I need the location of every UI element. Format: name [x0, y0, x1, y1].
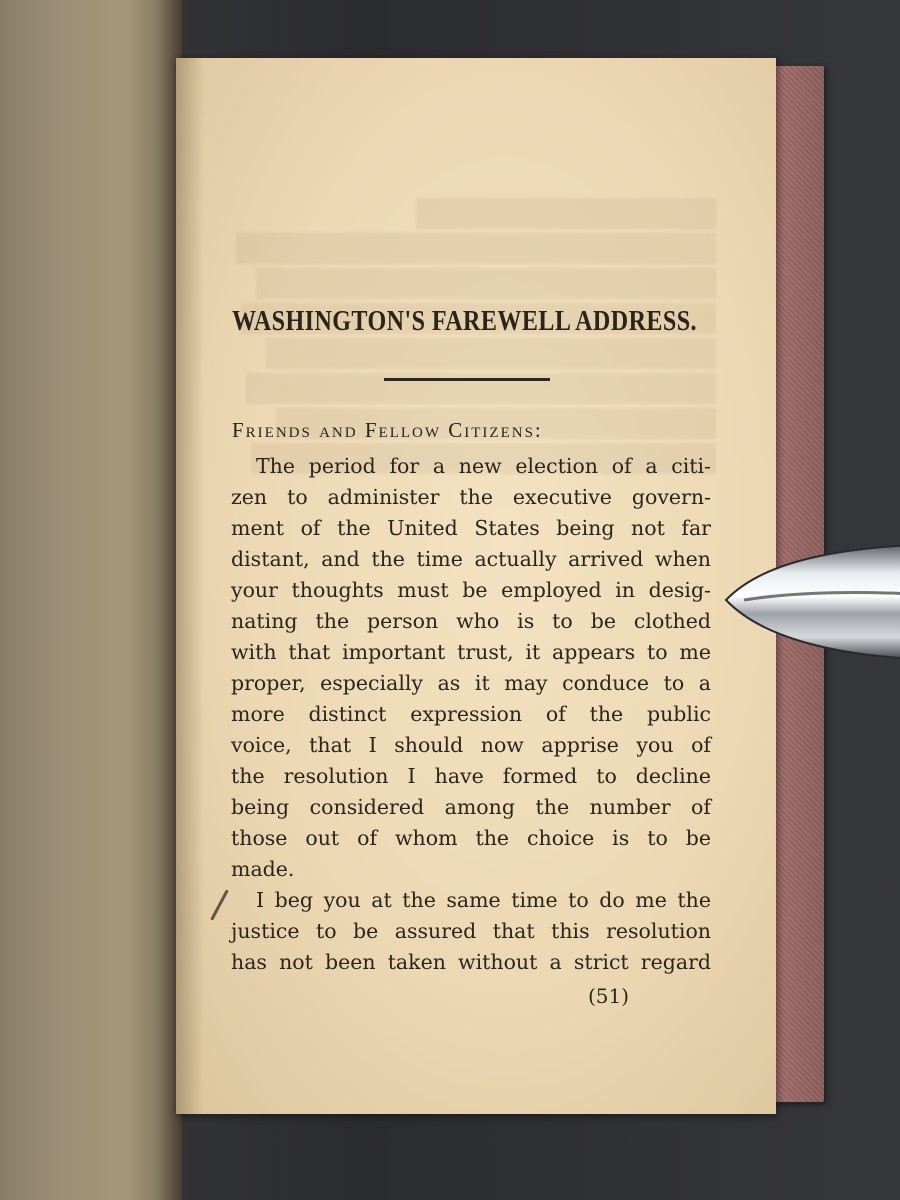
- text-line: made.: [231, 857, 295, 881]
- text-line: The period for a new election of a citi-: [256, 454, 711, 478]
- text-line: your thoughts must be employed in desig-: [231, 578, 711, 602]
- metal-clip-icon: [724, 540, 900, 664]
- title-rule: [384, 378, 550, 381]
- text-line: being considered among the number of: [231, 795, 711, 819]
- text-line: has not been taken without a strict regard: [231, 950, 711, 974]
- text-line: ment of the United States being not far: [231, 516, 711, 540]
- facing-page: [0, 0, 182, 1200]
- text-line: I beg you at the same time to do me the: [256, 888, 711, 912]
- text-line: the resolution I have formed to decline: [231, 764, 711, 788]
- text-line: distant, and the time actually arrived when: [231, 547, 711, 571]
- text-line: nating the person who is to be clothed: [231, 609, 711, 633]
- page-title: WASHINGTON'S FAREWELL ADDRESS.: [232, 306, 697, 337]
- text-line: with that important trust, it appears to me: [231, 640, 711, 664]
- page-number: (51): [588, 984, 630, 1008]
- text-line: voice, that I should now apprise you of: [231, 733, 711, 757]
- text-line: justice to be assured that this resolution: [231, 919, 711, 943]
- text-line: zen to administer the executive govern-: [231, 485, 711, 509]
- text-line: those out of whom the choice is to be: [231, 826, 711, 850]
- page-gutter-shading: [176, 58, 204, 1114]
- text-line: proper, especially as it may conduce to a: [231, 671, 711, 695]
- text-line: more distinct expression of the public: [231, 702, 711, 726]
- salutation: Friends and Fellow Citizens:: [232, 418, 543, 442]
